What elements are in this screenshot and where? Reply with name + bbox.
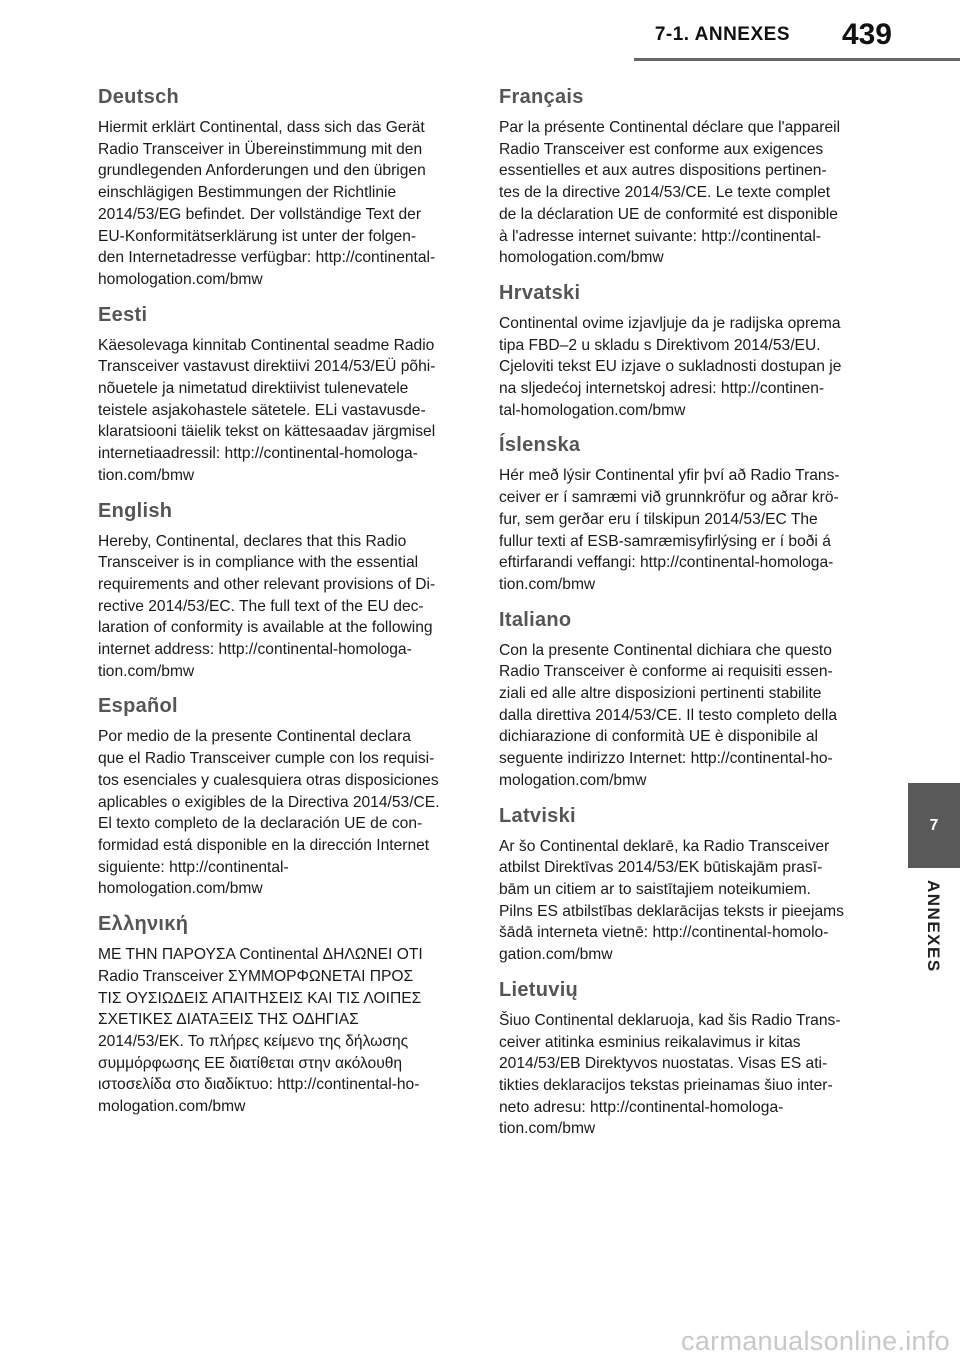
language-text: Ar šo Continental deklarē, ka Radio Transceiver atbilst Direktīvas 2014/53/EK būtiskajām prasī- bām un citiem ar to saistītajiem noteikumiem. Pilns ES atbilstības deklarācijas teksts ir pieejams šādā interneta vietnē: http://continental-homolo- gation.com/bmw (499, 837, 844, 964)
language-text: Por medio de la presente Continental declara que el Radio Transceiver cumple con los requisi- tos esenciales y cualesquiera otras disposiciones aplicables o exigibles de la Directiva 2014/53/CE. El texto completo de la declaración UE de con- formidad está disponible en la dirección Internet siguiente: http://continental- homologation.com/bmw (98, 728, 440, 898)
header-divider (634, 58, 960, 61)
language-section-latviski (499, 805, 861, 966)
chapter-tab[interactable] (908, 783, 960, 868)
language-section-deutsch (98, 86, 460, 291)
chapter-label: ANNEXES (924, 880, 943, 973)
language-section-francais (499, 86, 861, 269)
language-heading: English (98, 499, 173, 522)
language-section-lietuviu (499, 979, 861, 1140)
language-section-islenska (499, 434, 861, 595)
language-text: Käesolevaga kinnitab Continental seadme Radio Transceiver vastavust direktiivi 2014/53/EÜ põhi- nõuetele ja nimetatud direktiivist tulenevatele teistele asjakohastele sätetele. ELi vastavusde- klaratsiooni täielik tekst on kättesaadav järgmisel internetiaadressil: http://continental-homologa- tion.com/bmw (98, 336, 436, 484)
language-heading: Eesti (98, 303, 148, 326)
language-text: Hereby, Continental, declares that this Radio Transceiver is in compliance with the essential requirements and other relevant provisions of Di- rective 2014/53/EC. The full text of the EU dec- laration of conformity is available at the following internet address: http://continental-homologa- tion.com/bmw (98, 532, 436, 680)
language-section-greek (98, 913, 460, 1118)
page-header (0, 0, 960, 60)
language-text: Šiuo Continental deklaruoja, kad šis Radio Trans- ceiver atitinka esminius reikalavimus ir kitas 2014/53/EB Direktyvos nuostatas. Visas ES ati- tikties deklaracijos tekstas prieinamas šiuo inter- neto adresu: http://continental-homologa- tion.com/bmw (499, 1011, 841, 1138)
language-text: Par la présente Continental déclare que l'appareil Radio Transceiver est conforme aux exigences essentielles et aux autres dispositions pertinen- tes de la directive 2014/53/CE. Le texte complet de la déclaration UE de conformité est disponible à l'adresse internet suivante: http://continental- homologation.com/bmw (499, 119, 841, 267)
language-section-eesti (98, 304, 460, 487)
chapter-number: 7 (929, 816, 939, 834)
language-heading: Français (499, 86, 584, 108)
language-text: Hér með lýsir Continental yfir því að Radio Trans- ceiver er í samræmi við grunnkröfur og aðrar krö- fur, sem gerðar eru í tilskipun 2014/53/EC The fullur texti af ESB-samræmisyfirlýsing er í boði á eftirfarandi veffangi: http://continental-homologa- tion.com/bmw (499, 467, 840, 593)
language-section-espanol (98, 695, 460, 900)
language-heading: Latviski (499, 804, 576, 827)
language-section-italiano (499, 609, 861, 792)
left-column (98, 86, 460, 1131)
language-heading: Hrvatski (499, 281, 581, 304)
section-title: 7-1. ANNEXES (654, 24, 790, 45)
language-heading: Italiano (499, 608, 572, 631)
right-column (499, 86, 861, 1153)
language-section-english (98, 500, 460, 683)
footer-watermark: carmanualsonline.info (681, 1326, 950, 1356)
language-section-hrvatski (499, 282, 861, 422)
language-text: Continental ovime izjavljuje da je radijska oprema tipa FBD–2 u skladu s Direktivom 2014/53/EU. Cjeloviti tekst EU izjave o sukladnosti dostupan je na sljedećoj internetskoj adresi: http://continen- tal-homologation.com/bmw (499, 314, 842, 419)
page-number: 439 (841, 18, 892, 51)
language-text: Con la presente Continental dichiara che questo Radio Transceiver è conforme ai requisiti essen- ziali ed alle altre disposizioni pertinenti stabilite dalla direttiva 2014/53/CE. Il testo completo della dichiarazione di conformità UE è disponibile al seguente indirizzo Internet: http://continental-ho- mologation.com/bmw (499, 641, 838, 789)
language-heading: Español (98, 695, 178, 718)
language-heading: Íslenska (499, 434, 581, 457)
language-text: ΜΕ ΤΗΝ ΠΑΡΟΥΣΑ Continental ΔΗΛΩΝΕΙ ΟΤΙ Radio Transceiver ΣΥΜΜΟΡΦΩΝΕΤΑΙ ΠΡΟΣ ΤΙΣ ΟΥΣΙΩΔΕΙΣ ΑΠΑΙΤΗΣΕΙΣ ΚΑΙ ΤΙΣ ΛΟΙΠΕΣ ΣΧΕΤΙΚΕΣ ΔΙΑΤΑΞΕΙΣ ΤΗΣ ΟΔΗΓΙΑΣ 2014/53/ΕΚ. Το πλήρες κείμενο της δήλωσης συμμόρφωσης ΕΕ διατίθεται στην ακόλουθη ιστοσελίδα στο διαδίκτυο: http://continental-ho- mologation.com/bmw (98, 946, 423, 1116)
language-heading: Ελληνική (98, 913, 189, 936)
language-heading: Deutsch (98, 86, 180, 108)
language-heading: Lietuvių (499, 978, 579, 1001)
language-text: Hiermit erklärt Continental, dass sich das Gerät Radio Transceiver in Übereinstimmung mit den grundlegenden Anforderungen und den übrigen einschlägigen Bestimmungen der Richtlinie 2014/53/EG befindet. Der vollständige Text der EU-Konformitätserklärung ist unter der folgen- den Internetadresse verfügbar: http://continental- homologation.com/bmw (98, 119, 436, 288)
